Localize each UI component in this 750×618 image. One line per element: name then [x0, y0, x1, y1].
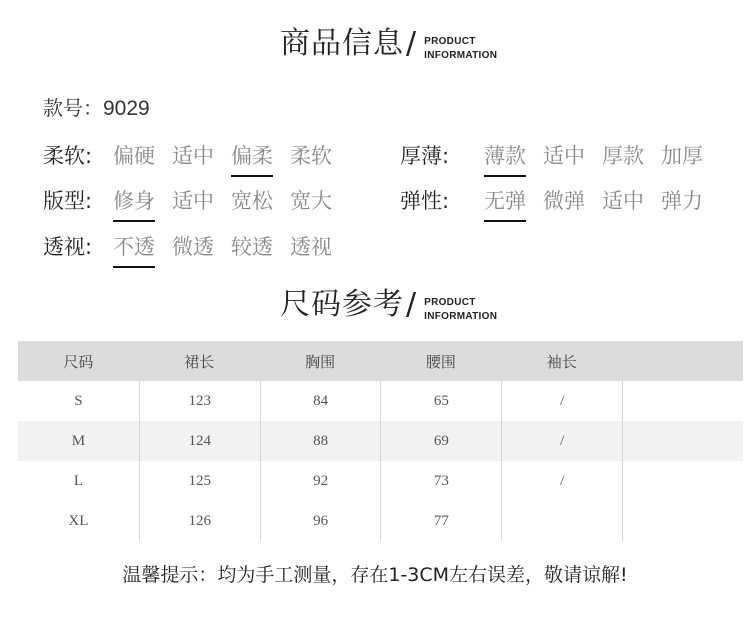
elasticity-option: 微弹 [543, 189, 585, 213]
transparency-label: 透视: [43, 235, 93, 259]
product-info-title [280, 25, 497, 63]
elasticity-option: 弹力 [661, 189, 703, 213]
header-cell [622, 341, 743, 381]
table-row [18, 501, 743, 541]
table-cell [622, 421, 743, 461]
size-table [18, 341, 743, 541]
measurement-tip: 温馨提示：均为手工测量，存在1-3CM左右误差，敬请谅解! [122, 564, 628, 586]
table-row [18, 381, 743, 421]
table-cell: / [501, 381, 622, 421]
table-cell: 125 [139, 461, 260, 501]
table-cell: 126 [139, 501, 260, 541]
thickness-option: 适中 [543, 144, 585, 168]
table-cell: XL [68, 512, 89, 529]
fit-label: 版型: [43, 189, 93, 213]
softness-label: 柔软: [43, 144, 93, 168]
title-en-line-2: INFORMATION [424, 50, 498, 61]
transparency-option: 透视 [290, 235, 332, 259]
product-info-title-zh: 商品信息 [280, 26, 404, 61]
thickness-option: 厚款 [602, 144, 644, 168]
table-cell: / [501, 421, 622, 461]
table-cell: 96 [260, 501, 381, 541]
size-ref-title-zh: 尺码参考 [280, 287, 404, 322]
softness-option-selected: 偏柔 [231, 144, 273, 168]
transparency-option-selected: 不透 [113, 235, 155, 259]
table-cell [501, 501, 622, 541]
header-cell: 尺码 [63, 352, 94, 371]
style-code [43, 92, 150, 121]
title-slash: / [406, 26, 417, 61]
table-row [18, 461, 743, 501]
table-cell: 69 [380, 421, 501, 461]
transparency-option: 较透 [231, 235, 273, 259]
title-en-line-1: PRODUCT [424, 297, 476, 308]
title-slash: / [406, 287, 417, 322]
table-cell: 88 [260, 421, 381, 461]
product-info-title-en [424, 35, 497, 63]
style-code-label: 款号： [43, 96, 103, 120]
size-ref-title [280, 286, 497, 324]
title-en-line-2: INFORMATION [424, 311, 498, 322]
table-cell [622, 381, 743, 421]
softness-option: 偏硬 [113, 144, 155, 168]
thickness-option-selected: 薄款 [484, 144, 526, 168]
elasticity-option: 适中 [602, 189, 644, 213]
header-cell: 腰围 [425, 352, 456, 371]
size-ref-title-en [424, 296, 497, 324]
fit-option: 宽大 [290, 189, 332, 213]
table-cell: 84 [260, 381, 381, 421]
title-en-line-1: PRODUCT [424, 36, 476, 47]
thickness-label: 厚薄: [400, 144, 450, 168]
table-cell: 124 [139, 421, 260, 461]
header-cell: 裙长 [184, 352, 215, 371]
table-cell: 65 [380, 381, 501, 421]
table-cell: 123 [139, 381, 260, 421]
table-header-row [18, 341, 743, 381]
header-cell: 胸围 [305, 352, 336, 371]
table-cell: S [74, 392, 83, 409]
table-cell: 92 [260, 461, 381, 501]
table-cell: / [501, 461, 622, 501]
elasticity-option-selected: 无弹 [484, 189, 526, 213]
thickness-option: 加厚 [661, 144, 703, 168]
fit-option: 宽松 [231, 189, 273, 213]
fit-option: 适中 [172, 189, 214, 213]
table-cell [622, 461, 743, 501]
table-cell: M [71, 432, 86, 449]
table-cell: L [73, 472, 83, 489]
table-cell: 73 [380, 461, 501, 501]
table-cell: 77 [380, 501, 501, 541]
header-cell: 袖长 [546, 352, 577, 371]
softness-option: 柔软 [290, 144, 332, 168]
style-code-value: 9029 [103, 97, 150, 120]
fit-option-selected: 修身 [113, 189, 155, 213]
table-cell [622, 501, 743, 541]
table-row [18, 421, 743, 461]
elasticity-label: 弹性: [400, 189, 450, 213]
softness-option: 适中 [172, 144, 214, 168]
transparency-option: 微透 [172, 235, 214, 259]
